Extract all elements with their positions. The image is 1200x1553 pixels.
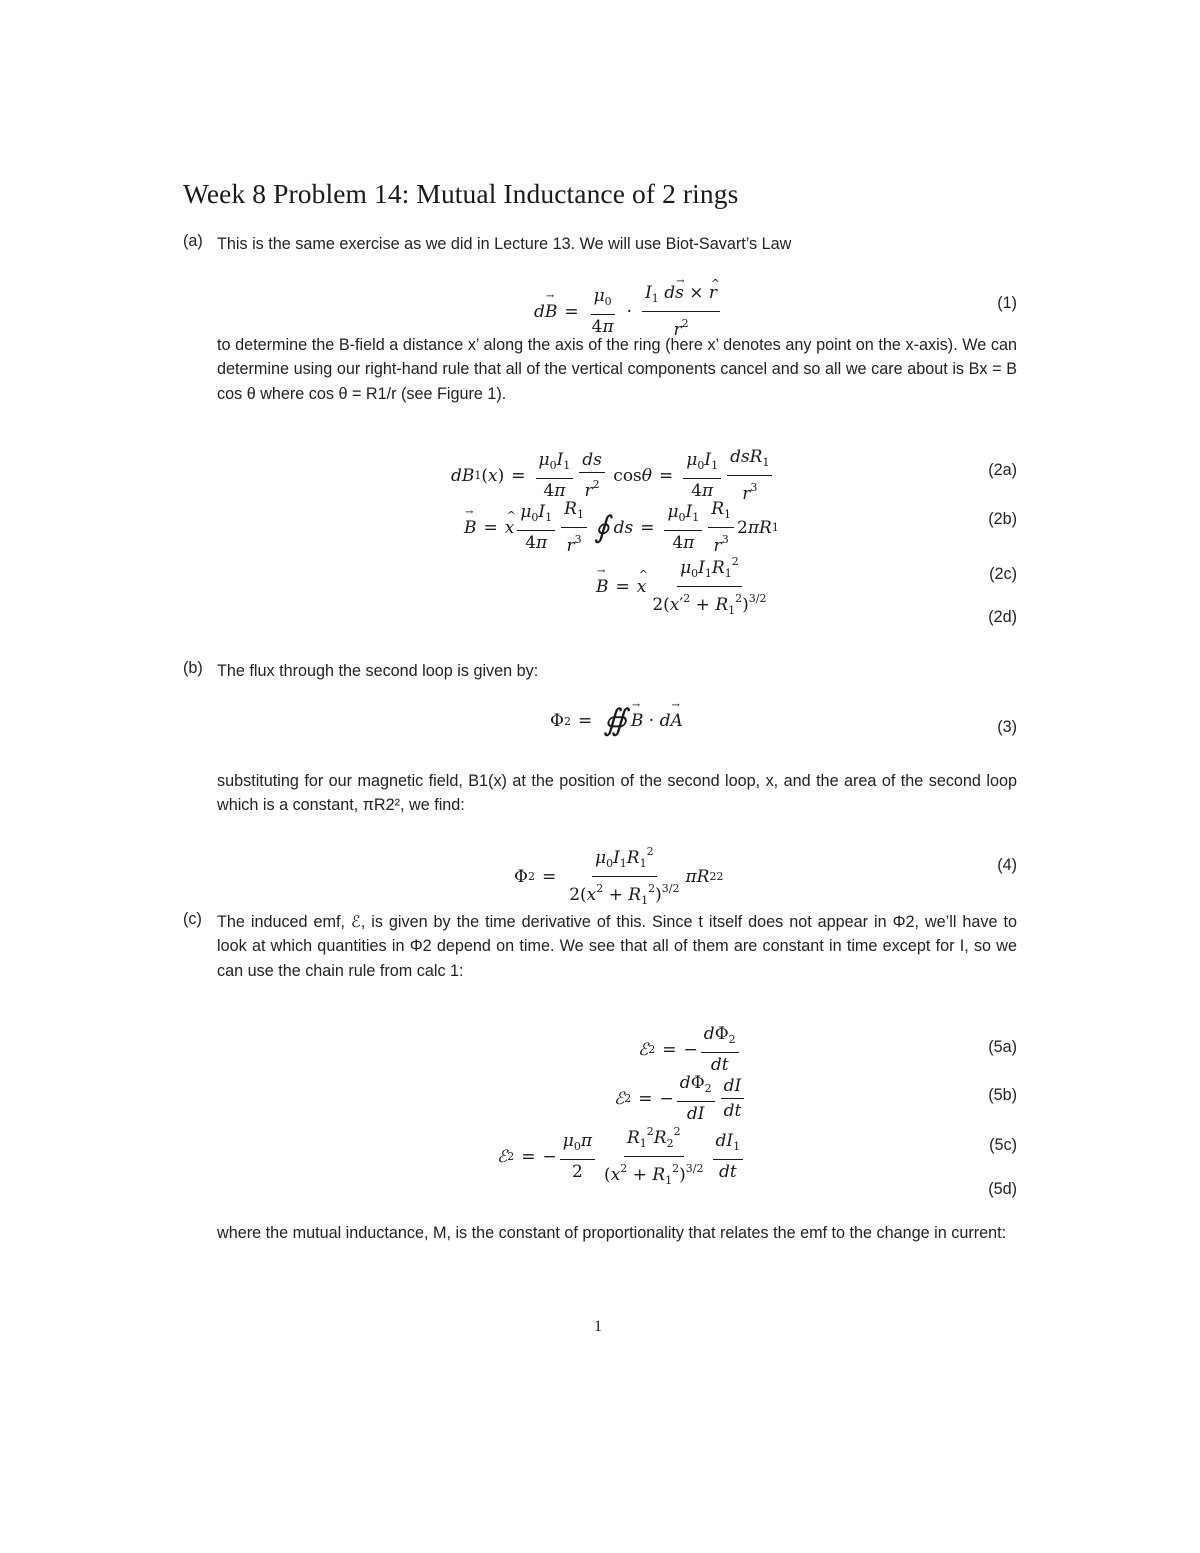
equation-5c: ℰ 2 = − $\frac{\mu_0\pi}{2}$ $\frac{R_1^2R_2^2}{(x^2 + R_1^2)^{3/2}}$ $\frac{dI_1}{dt}$ (497, 1122, 746, 1191)
part-c-intro: The induced emf, ℰ, is given by the time derivative of this. Since t itself does not appear in Φ2, we’ll have to look at which quantities in Φ2 depend on time. We see that all of them are constant in time except for I, so we can use the chain rule from calc 1: (217, 913, 1017, 980)
equation-2c: → B = ^ x $\frac{\mu_0I_1R_1^2}{2(x'^2 + R_1^2)^{3/2}}$ (596, 552, 772, 621)
part-c-outro: where the mutual inductance, M, is the constant of proportionality that relates the emf to the change in current: (217, 1224, 1007, 1242)
equation-number-1: (1) (997, 294, 1017, 312)
equation-number-4: (4) (997, 856, 1017, 874)
equation-number-2a: (2a) (988, 461, 1017, 479)
part-b-label: (b) (183, 659, 203, 677)
part-b-intro: The flux through the second loop is given by: (217, 662, 539, 680)
part-c-label: (c) (183, 910, 202, 928)
part-a-label: (a) (183, 232, 203, 250)
equation-number-2c: (2c) (989, 565, 1017, 583)
equation-5a: ℰ 2 = − $\frac{d\Phi_2}{dt}$ (638, 1024, 742, 1075)
equation-number-2d: (2d) (988, 608, 1017, 626)
equation-5b: ℰ 2 = − $\frac{d\Phi_2}{dI}$ $\frac{dI}{dt}$ (614, 1073, 747, 1124)
equation-number-5d: (5d) (988, 1180, 1017, 1198)
equation-2a: dB 1 ( x ) = $\frac{\mu_0I_1}{4\pi}$ $\frac{ds}{r^2}$ cos θ = $\frac{\mu_0I_1}{4\pi}$ $\frac{dsR_1}{r^3}$ (451, 447, 775, 504)
part-b-body: substituting for our magnetic field, B1(x) at the position of the second loop, x, and the area of the second loop which is a constant, πR2², we find: (217, 772, 1017, 815)
part-a-body: to determine the B-field a distance x’ along the axis of the ring (here x’ denotes any point on the x-axis). We can determine using our right-hand rule that all of the vertical components cancel and so all we care about is Bx = B cos θ where cos θ = R1/r (see Figure 1). (217, 336, 1017, 403)
equation-number-5b: (5b) (988, 1086, 1017, 1104)
equation-3: Φ 2 = ∯ → B · d → A (550, 706, 683, 736)
equation-number-3: (3) (997, 718, 1017, 736)
page-title: Week 8 Problem 14: Mutual Inductance of 2 rings (183, 178, 739, 209)
equation-2b: → B = ^ x $\frac{\mu_0I_1}{4\pi}$ $\frac{R_1}{r^3}$ ∮ ds = $\frac{\mu_0I_1}{4\pi}$ $\frac{R_1}{r^3}$ 2 πR 1 (464, 499, 779, 556)
equation-number-2b: (2b) (988, 510, 1017, 528)
equation-4: Φ 2 = $\frac{\mu_0I_1R_1^2}{2(x^2 + R_1^2)^{3/2}}$ πR 2 2 (514, 842, 723, 911)
equation-number-5a: (5a) (988, 1038, 1017, 1056)
equation-1: d → B = $\frac{\mu_0}{4\pi}$ · $\frac{I_1 d\to s \times \^{} r}{r^2}$ (534, 283, 723, 340)
equation-number-5c: (5c) (989, 1136, 1017, 1154)
page-number: 1 (594, 1318, 602, 1335)
part-a-intro: This is the same exercise as we did in Lecture 13. We will use Biot-Savart’s Law (217, 235, 792, 253)
